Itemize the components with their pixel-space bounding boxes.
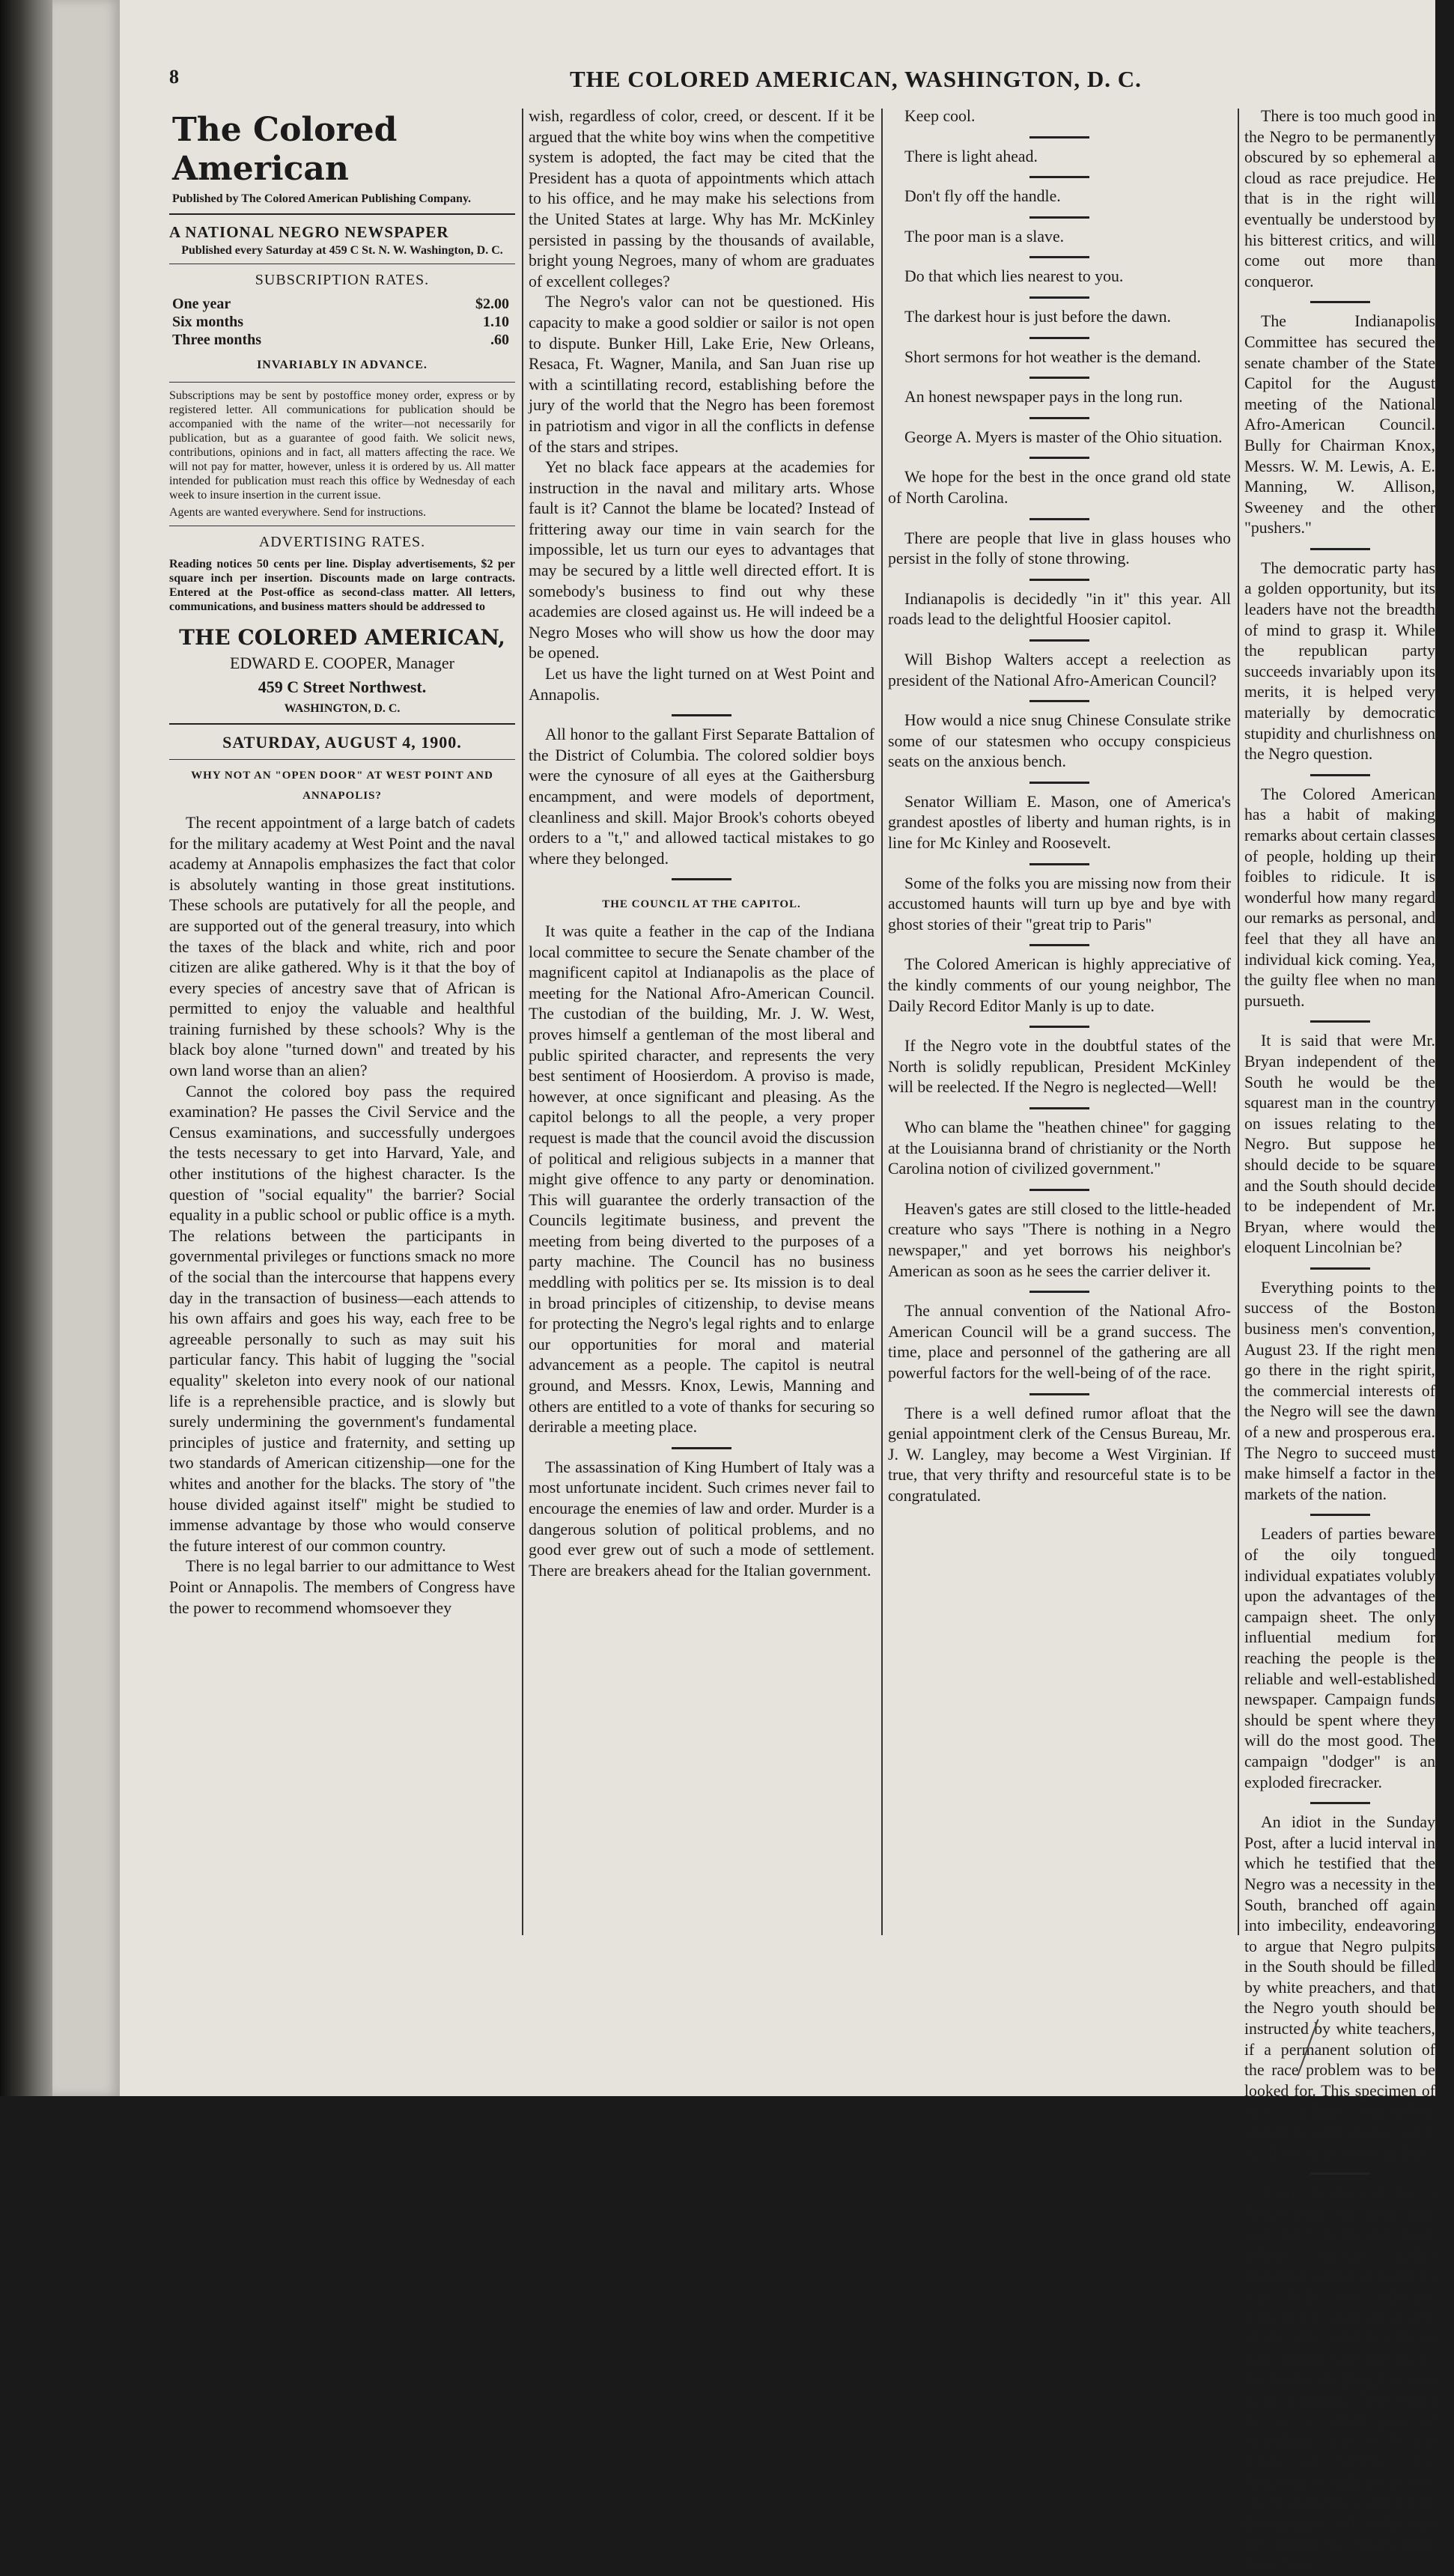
agents-notice: Agents are wanted everywhere. Send for instructions. <box>169 505 426 519</box>
rate-row: Six months 1.10 <box>172 314 509 331</box>
page-edge <box>1435 0 1443 2096</box>
separator <box>1244 1793 1435 1812</box>
city-line: WASHINGTON, D. C. <box>284 702 401 716</box>
manager-line: EDWARD E. COOPER, Manager <box>229 653 455 672</box>
paragraph-item: An honest newspaper pays in the long run. <box>904 388 1183 407</box>
paper-name: THE COLORED AMERICAN, <box>179 625 505 651</box>
article-paragraph: The recent appointment of a large batch of cadets for the military academy at West Point and the naval academy at Annapolis emphasizes the fact that color is absolutely wanting in those great institutions. These schools are putatively for all the people, and are supported out of the general treasury, into which the taxes of the black and white, rich and poor citizen are alike gathered. Why is it that the boy of every species of ancestry save that of African is permitted to enjoy the valuable and healthful training furnished by these schools? Why is the black boy alone "turned down" and treated by his own land worse than an alien? <box>169 813 515 1080</box>
paragraph-item: Everything points to the success of the Boston business men's convention, August 23. If the right men go there in the right spirit, the commercial interests of the Negro will see the dawn of a new and prosperous era. The Negro to succeed must make himself a factor in the markets of the nation. <box>1244 1278 1435 1503</box>
publisher-line: Published by The Colored American Publishing Company. <box>172 192 472 205</box>
paragraph-item: The darkest hour is just before the dawn. <box>904 307 1171 326</box>
paragraph-item: An idiot in the Sunday Post, after a lucid interval in which he testified that the Negro was a necessity in the South, branched off again into imbecility, endeavoring to argue that Negro pulpits in the South should be filled by white preachers, and that the Negro youth should be instructed by white teachers, if a permanent solution of the race problem was to be looked for. This specimen of ante bellum bric-a-brac should be sent at once to the ward set apart for incurables. <box>1244 1813 1435 2162</box>
paragraph-item: George A. Myers is master of the Ohio situation. <box>904 427 1223 446</box>
column-1 <box>169 106 515 1933</box>
paragraph-item: There is no call for a Negro party. We have very little faith in the side issue tickets, anyway. Either McKinley or Bryan is sure to win. Why not influence directly the election of one of the other and be able to have weight with the victor. As Frederick Douglass was want to remark: "It is better to be a small part of something than to be the whole of nothing." The Negro must make every vote count and refuse to be led by demagogues and traders into any selling out Negro party movement. <box>1244 2184 1435 2574</box>
column-4 <box>1244 106 1435 2574</box>
separator <box>888 509 1231 529</box>
paragraph-item: Heaven's gates are still closed to the little-headed creature who says "There is nothing in a Negro newspaper," and yet borrows his neighbor's American as soon as he sees the carrier deliver it. <box>888 1199 1231 1280</box>
article-paragraph: There is no legal barrier to our admittance to West Point or Annapolis. The members of Congress have the power to recommend whomsoever they <box>169 1557 515 1617</box>
paragraph-item: The poor man is a slave. <box>904 227 1065 246</box>
subscription-heading: SUBSCRIPTION RATES. <box>255 271 430 288</box>
paragraph-item: Don't fly off the handle. <box>904 187 1061 206</box>
column-rule <box>1238 109 1239 1935</box>
separator <box>888 127 1231 147</box>
separator <box>888 630 1231 650</box>
page-header <box>169 66 1382 96</box>
advertising-heading: ADVERTISING RATES. <box>258 533 426 550</box>
masthead-title: The Colored American <box>172 111 398 188</box>
paragraph-item: Short sermons for hot weather is the demand. <box>904 347 1201 366</box>
street-address: 459 C Street Northwest. <box>258 677 427 696</box>
paragraph-item: There are people that live in glass houses who persist in the folly of stone throwing. <box>888 529 1231 568</box>
separator <box>888 1098 1231 1118</box>
paper-subtitle: A NATIONAL NEGRO NEWSPAPER <box>169 223 449 241</box>
separator <box>529 705 874 725</box>
paragraph-item: Keep cool. <box>904 107 976 125</box>
page-number: 8 <box>169 66 179 88</box>
column-rule <box>881 109 883 1935</box>
published-line: Published every Saturday at 459 C St. N. W. Washington, D. C. <box>181 243 503 257</box>
paragraph-item: Who can blame the "heathen chinee" for gagging at the Louisianna brand of christianity or the North Carolina notion of civilized government." <box>888 1118 1231 1178</box>
paragraph-item: If the Negro vote in the doubtful states of the North is solidly republican, President McKinley will be reelected. If the Negro is neglected—Well! <box>888 1037 1231 1097</box>
article-paragraph: The Negro's valor can not be questioned. His capacity to make a good soldier or sailor is not open to dispute. Bunker Hill, Lake Erie, New Orleans, Resaca, Ft. Wagner, Manila, and San Juan rise up with a scintillating record, establishing before the jury of the world that the Negro has been foremost in patriotism and vigor in all the conflicts in defense of the stars and stripes. <box>529 293 874 456</box>
paragraph-item: There is a well defined rumor afloat that the genial appointment clerk of the Census Bureau, Mr. J. W. Langley, may become a West Virginian. If true, that very thrifty and resourceful state is to be congratulated. <box>888 1404 1231 1505</box>
separator <box>888 570 1231 589</box>
paragraph-item: Senator William E. Mason, one of America's grandest apostles of liberty and human rights, is in line for Mc Kinley and Roosevelt. <box>888 792 1231 853</box>
separator <box>888 448 1231 467</box>
subscription-rates <box>169 290 515 349</box>
separator <box>529 1438 874 1458</box>
advance-notice: INVARIABLY IN ADVANCE. <box>257 359 428 372</box>
column-2 <box>529 106 874 1933</box>
separator <box>1244 765 1435 785</box>
separator <box>888 368 1231 387</box>
separator <box>888 1180 1231 1199</box>
paragraph-item: Do that which lies nearest to you. <box>904 267 1124 286</box>
separator <box>888 1384 1231 1404</box>
paragraph-item: The Colored American has a habit of making remarks about certain classes of people, holding up their foibles to ridicule. It is wonderful how many regard our remarks as personal, and feel that they all have an individual kick coming. Yea, the guilty flee when no man pursueth. <box>1244 785 1435 1010</box>
paragraph-item: It is said that were Mr. Bryan independent of the South he would be the squarest man in the country on issues relating to the Negro. But suppose he should decide to be square and the South should decide to be independent of Mr. Bryan, where would the eloquent Lincolnian be? <box>1244 1032 1435 1257</box>
article-paragraph: All honor to the gallant First Separate Battalion of the District of Columbia. The colored soldier boys were the cynosure of all eyes at the Gaithersburg encampment, and were models of deportment, cleanliness and skill. Major Brook's cohorts obeyed orders to a "t," and allowed tactical mistakes to go where they belonged. <box>529 725 874 868</box>
paragraph-item: Leaders of parties beware of the oily tongued individual expatiates volubly upon the advantages of the campaign sheet. The only influential medium for reaching the people is the reliable and well-established newspaper. Campaign funds should be spent where they will do the most good. The campaign "dodger" is an exploded firecracker. <box>1244 1525 1435 1791</box>
article-headline: THE COUNCIL AT THE CAPITOL. <box>602 898 801 911</box>
separator <box>529 869 874 889</box>
separator <box>1244 292 1435 311</box>
separator <box>888 935 1231 954</box>
separator <box>888 691 1231 710</box>
separator <box>888 207 1231 227</box>
paragraph-item: The Indianapolis Committee has secured the senate chamber of the State Capitol for the August meeting of the National Afro-American Council. Bully for Chairman Knox, Messrs. W. M. Lewis, A. E. Manning, W. Allison, Sweeney and the other "pushers." <box>1244 312 1435 538</box>
separator <box>888 1282 1231 1301</box>
separator <box>888 854 1231 874</box>
article-paragraph: The assassination of King Humbert of Italy was a most unfortunate incident. Such crimes never fail to encourage the enemies of law and order. Murder is a dangerous solution of political problems, and no good ever grew out of such a mode of settlement. There are breakers ahead for the Italian government. <box>529 1458 874 1580</box>
separator <box>888 167 1231 186</box>
separator <box>1244 1505 1435 1524</box>
article-headline: WHY NOT AN "OPEN DOOR" AT WEST POINT AND ANNAPOLIS? <box>191 769 493 803</box>
paragraph-item: The annual convention of the National Afro-American Council will be a grand success. The time, place and personnel of the gathering are all powerful factors for the well-being of of the race. <box>888 1302 1231 1382</box>
paragraph-item: Some of the folks you are missing now from their accustomed haunts will turn up bye and bye with ghost stories of their "great trip to Paris" <box>888 874 1231 934</box>
paragraph-item: Indianapolis is decidedly "in it" this year. All roads lead to the delightful Hoosier capitol. <box>888 589 1231 629</box>
rate-row: Three months .60 <box>172 332 509 349</box>
column-3 <box>888 106 1231 1933</box>
subscription-notice: Subscriptions may be sent by postoffice money order, express or by registered letter. All communications for publication should be accompanied with the name of the writer—not necessarily for publication, but as a guarantee of good faith. We solicit news, contributions, opinions and in fact, all matters affecting the race. We will not pay for matter, however, unless it is ordered by us. All matter intended for publication must reach this office by Wednesday of each week to insure insertion in the current issue. <box>169 389 515 502</box>
advertising-text: Reading notices 50 cents per line. Display advertisements, $2 per square inch per insertion. Discounts made on large contracts. Entered at the Post-office as second-class matter. All letters, communications, and business matters should be addressed to <box>169 558 515 614</box>
separator <box>1244 2164 1435 2183</box>
paragraph-item: Will Bishop Walters accept a reelection as president of the National Afro-American Council? <box>888 650 1231 689</box>
paragraph-item: There is too much good in the Negro to be permanently obscured by so ephemeral a cloud as race prejudice. He that is in the right will eventually be understood by his bitterest critics, and will come out more than conqueror. <box>1244 107 1435 290</box>
paragraph-item: There is light ahead. <box>904 147 1038 165</box>
article-paragraph: Cannot the colored boy pass the required examination? He passes the Civil Service and the Census examinations, and successfully undergoes the tests necessary to get into Harvard, Yale, and other institutions of the highest character. Is the question of "social equality" the barrier? Social equality in a public school or public office is a myth. The relations between the participants in governmental privileges or functions smack no more of the social than the intercourse that happens every day in the transaction of business—each attends to his own affairs and goes his way, each free to be agreeable personally to such as may suit his particular fancy. This habit of lugging the "social equality" skeleton into every nook of our national life is a reprehensible practice, and is slowly but surely undermining the government's fundamental principles of justice and fraternity, and setting up two standards of American citizenship—one for the whites and another for the blacks. The story of "the house divided against itself" might be studied to immense advantage by those who would conserve the future interest of our common country. <box>169 1082 515 1555</box>
article-paragraph: wish, regardless of color, creed, or descent. If it be argued that the white boy wins when the competitive system is adopted, the fact may be cited that the President has a quota of appointments which attach to his office, and he may make his selections from the United States at large. Why has Mr. McKinley persisted in passing by the thousands of available, bright young Negroes, many of whom are graduates of excellent colleges? <box>529 107 874 290</box>
paragraph-item: The Colored American is highly appreciative of the kindly comments of our young neighbor, The Daily Record Editor Manly is up to date. <box>888 955 1231 1015</box>
paragraph-item: We hope for the best in the once grand old state of North Carolina. <box>888 468 1231 507</box>
separator <box>888 408 1231 427</box>
paragraph-item: The democratic party has a golden opportunity, but its leaders have not the breadth of mind to grasp it. While the republican party succeeds invariably upon its merits, it is helped very materially by democratic stupidity and churlishness on the Negro question. <box>1244 558 1435 764</box>
paragraph-item: How would a nice snug Chinese Consulate strike some of our statesmen who occupy conspicieus seats on the anxious bench. <box>888 711 1231 771</box>
separator <box>888 247 1231 267</box>
separator <box>1244 1258 1435 1278</box>
book-binding <box>0 0 52 2096</box>
separator <box>1244 539 1435 558</box>
issue-date: SATURDAY, AUGUST 4, 1900. <box>222 733 462 752</box>
article-paragraph: Let us have the light turned on at West Point and Annapolis. <box>529 665 874 704</box>
separator <box>888 773 1231 792</box>
page-gutter-shadow <box>52 0 120 2096</box>
column-rule <box>522 109 523 1935</box>
separator <box>888 287 1231 307</box>
rate-row: One year $2.00 <box>172 296 509 313</box>
running-head: THE COLORED AMERICAN, WASHINGTON, D. C. <box>570 66 1142 92</box>
separator <box>888 328 1231 347</box>
separator <box>1244 1011 1435 1031</box>
article-paragraph: It was quite a feather in the cap of the Indiana local committee to secure the Senate chamber of the magnificent capitol at Indianapolis as the place of meeting for the National Afro-American Council. The custodian of the building, Mr. J. W. West, proves himself a gentleman of the most liberal and public spirited character, and represents the very best sentiment of Hoosierdom. A proviso is made, however, at once significant and pleasing. As the capitol belongs to all the people, a very proper request is made that the council avoid the discussion of political and religious subjects in a manner that might give offence to any party or denomination. This will guarantee the orderly transaction of the Councils legitimate business, and prevent the meeting from being diverted to the purposes of a party machine. The Council has no business meddling with politics per se. Its mission is to deal in broad principles of citizenship, to devise means for protecting the Negro's legal rights and to enlarge our opportunities for moral and material advancement as a people. The capitol is neutral ground, and Messrs. Knox, Lewis, Manning and others are entitled to a vote of thanks for securing so derirable a meeting place. <box>529 922 874 1437</box>
separator <box>888 1017 1231 1036</box>
article-paragraph: Yet no black face appears at the academies for instruction in the naval and military arts. Whose fault is it? Cannot the blame be located? Instead of frittering away our time in vain search for the impossible, let us turn our eyes to advantages that may be secured by a little well directed effort. It is somebody's business to find out why these academies are closed against us. He will indeed be a Negro Moses who will show us how the door may be opened. <box>529 458 874 663</box>
